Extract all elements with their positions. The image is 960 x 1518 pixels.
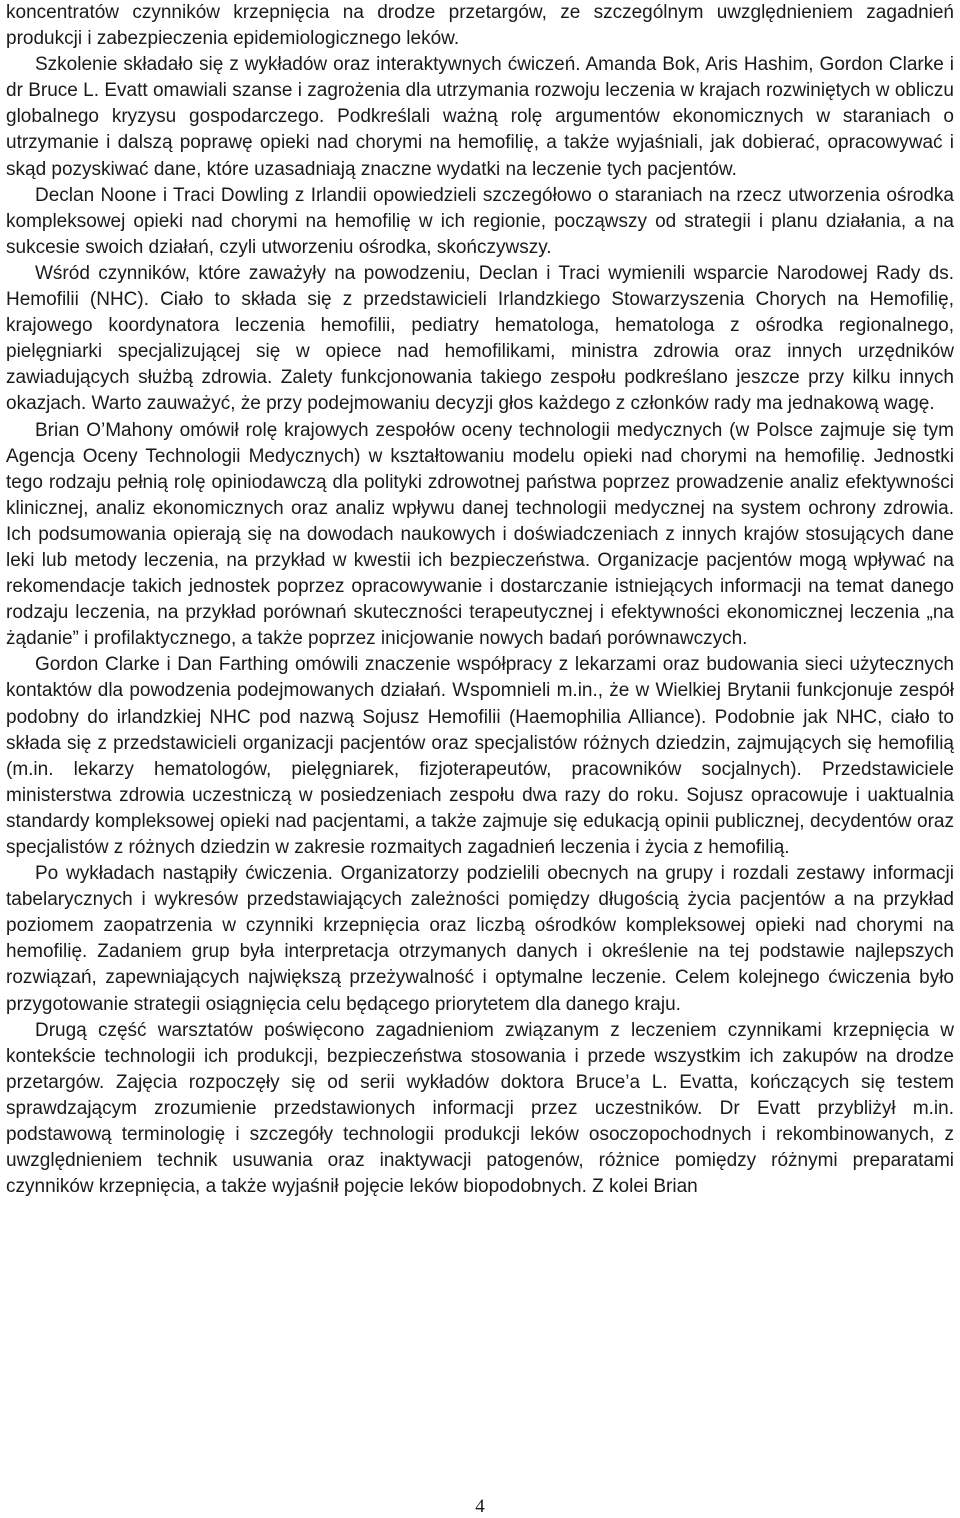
paragraph: Declan Noone i Traci Dowling z Irlandii opowiedzieli szczegółowo o staraniach na rzecz utworzenia ośrodka kompleksowej opieki nad chorymi na hemofilię w ich regionie, począwszy od strategii i planu działania, a na sukcesie swoich działań, czyli utworzeniu ośrodka, skończywszy. [6,184,954,258]
paragraph: Wśród czynników, które zaważyły na powodzeniu, Declan i Traci wymienili wsparcie Narodowej Rady ds. Hemofilii (NHC). Ciało to składa się z przedstawicieli Irlandzkiego Stowarzyszenia Chorych na Hemofilię, krajowego koordynatora leczenia hemofilii, pediatry hematologa, hematologa z ośrodka regionalnego, pielęgniarki specjalizującej się w opiece nad hemofilikami, ministra zdrowia oraz innych urzędników zawiadujących służbą zdrowia. Zalety funkcjonowania takiego zespołu podkreślano jeszcze przy kilku innych okazjach. Warto zauważyć, że przy podejmowaniu decyzji głos każdego z członków rady ma jednakową wagę. [6,262,954,415]
paragraph: Szkolenie składało się z wykładów oraz interaktywnych ćwiczeń. Amanda Bok, Aris Hashim, Gordon Clarke i dr Bruce L. Evatt omawiali szanse i zagrożenia dla utrzymania rozwoju leczenia w krajach rozwiniętych w obliczu globalnego kryzysu gospodarczego. Podkreślali ważną rolę argumentów ekonomicznych w staraniach o utrzymanie i dalszą poprawę opieki nad chorymi na hemofilię, a także wyjaśniali, jak dobierać, opracowywać i skąd pozyskiwać dane, które uzasadniają znaczne wydatki na leczenie tych pacjentów. [6,54,954,180]
paragraph: Gordon Clarke i Dan Farthing omówili znaczenie współpracy z lekarzami oraz budowania sieci użytecznych kontaktów dla powodzenia podejmowanych działań. Wspomnieli m.in., że w Wielkiej Brytanii funkcjonuje zespół podobny do irlandzkiej NHC pod nazwą Sojusz Hemofilii (Haemophilia Alliance). Podobnie jak NHC, ciało to składa się z przedstawicieli organizacji pacjentów oraz specjalistów różnych dziedzin, zajmujących się hemofilią (m.in. lekarzy hematologów, pielęgniarek, fizjoterapeutów, pracowników socjalnych). Przedstawiciele ministerstwa zdrowia uczestniczą w posiedzeniach zespołu dwa razy do roku. Sojusz opracowuje i uaktualnia standardy kompleksowej opieki nad pacjentami, a także zajmuje się edukacją opinii publicznej, decydentów oraz specjalistów z różnych dziedzin w zakresie rozmaitych zagadnień leczenia i życia z hemofilią. [6,654,954,858]
paragraph: koncentratów czynników krzepnięcia na drodze przetargów, ze szczególnym uwzględnieniem zagadnień produkcji i zabezpieczenia epidemiologicznego leków. [6,2,954,50]
paragraph: Brian O’Mahony omówił rolę krajowych zespołów oceny technologii medycznych (w Polsce zajmuje się tym Agencja Oceny Technologii Medycznych) w kształtowaniu modelu opieki nad chorymi na hemofilię. Jednostki tego rodzaju pełnią rolę opiniodawczą dla polityki zdrowotnej państwa poprzez prowadzenie analiz efektywności klinicznej, analiz ekonomicznych oraz analiz wpływu danej technologii medycznej na system ochrony zdrowia. Ich podsumowania opierają się na dowodach naukowych i doświadczeniach z innych krajów stosujących dane leki lub metody leczenia, na przykład w kwestii ich bezpieczeństwa. Organizacje pacjentów mogą wpływać na rekomendacje takich jednostek poprzez opracowywanie i dostarczanie istniejących informacji na temat danego rodzaju leczenia, na przykład porównań skuteczności terapeutycznej i efektywności ekonomicznej leczenia „na żądanie” i profilaktycznego, a także poprzez inicjowanie nowych badań porównawczych. [6,419,954,650]
paragraph: Po wykładach nastąpiły ćwiczenia. Organizatorzy podzielili obecnych na grupy i rozdali zestawy informacji tabelarycznych i wykresów przedstawiających zależności pomiędzy długością życia pacjentów a na przykład poziomem zaopatrzenia w czynniki krzepnięcia oraz liczbą ośrodków kompleksowej opieki nad chorymi na hemofilię. Zadaniem grup była interpretacja otrzymanych danych i określenie na tej podstawie najlepszych rozwiązań, zapewniających największą przeżywalność i optymalne leczenie. Celem kolejnego ćwiczenia było przygotowanie strategii osiągnięcia celu będącego priorytetem dla danego kraju. [6,863,954,1015]
paragraph: Drugą część warsztatów poświęcono zagadnieniom związanym z leczeniem czynnikami krzepnięcia w kontekście technologii ich produkcji, bezpieczeństwa stosowania i przede wszystkim ich zakupów na drodze przetargów. Zajęcia rozpoczęły się od serii wykładów doktora Bruce’a L. Evatta, kończących się testem sprawdzającym zrozumienie przedstawionych informacji przez uczestników. Dr Evatt przybliżył m.in. podstawową terminologię i szczegóły technologii produkcji leków osoczopochodnych i rekombinowanych, z uwzględnieniem technik usuwania oraz inaktywacji patogenów, różnice pomiędzy różnymi preparatami czynników krzepnięcia, a także wyjaśnił pojęcie leków biopodobnych. Z kolei Brian [6,1019,954,1198]
page-number: 4 [475,1496,485,1517]
body-text [6,0,954,1200]
